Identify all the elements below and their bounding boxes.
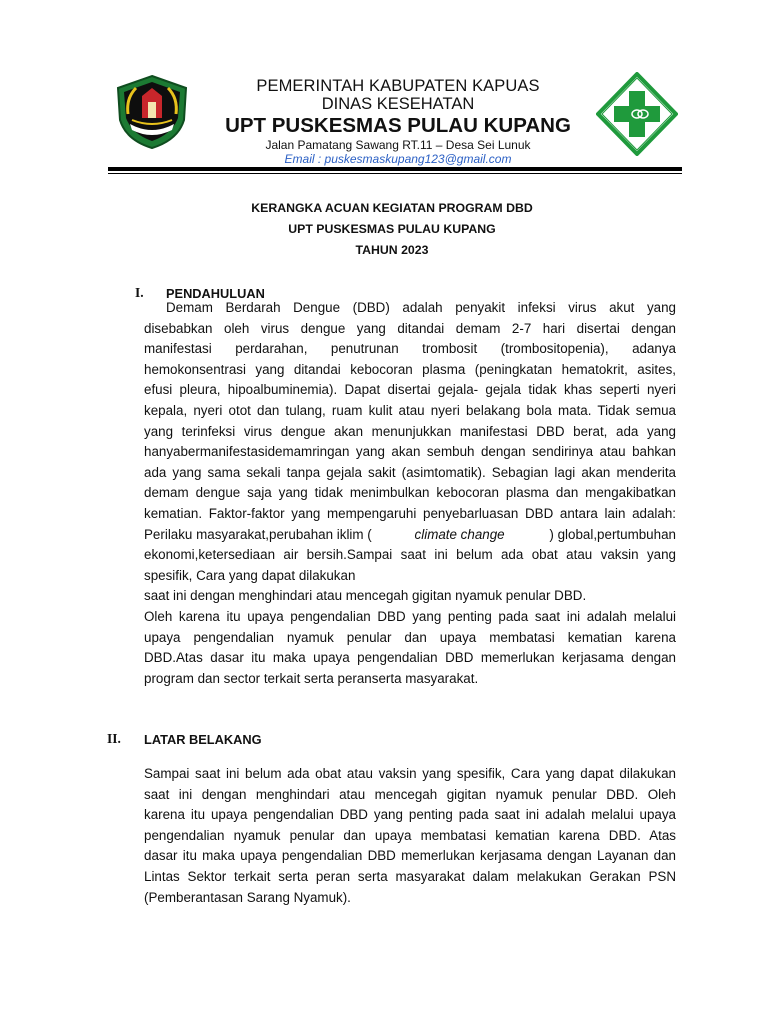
section-paragraph [144, 298, 676, 689]
paragraph-line: Sampai saat ini belum ada obat atau vaksin yang spesifik, Cara yang dapat dilakukan [144, 766, 676, 781]
paragraph-line: program dan sector terkait serta peranserta masyarakat. [144, 670, 479, 686]
paragraph-line: hemokonsentrasi yang ditandai kebocoran plasma (peningkatan hematokrit, asites, [144, 361, 676, 377]
italic-term: climate change [414, 526, 505, 542]
section-heading: PENDAHULUAN [166, 286, 265, 301]
letterhead-email: Email : puskesmaskupang123@gmail.com [284, 152, 512, 166]
paragraph-line: kepala, nyeri otot dan tulang, ruam kulit atau nyeri belakang bola mata. Tidak semua [144, 402, 676, 418]
letterhead-address: Jalan Pamatang Sawang RT.11 – Desa Sei Lunuk [265, 138, 531, 152]
section-number: I. [135, 285, 144, 300]
line-segment: ) global,pertumbuhan [549, 526, 676, 542]
paragraph-line [144, 525, 676, 546]
section-heading: LATAR BELAKANG [144, 732, 262, 747]
paragraph-line: Lintas Sektor terkait serta peran serta masyarakat dalam melakukan Gerakan PSN [144, 868, 676, 884]
letterhead [190, 77, 606, 166]
letterhead-government: PEMERINTAH KABUPATEN KAPUAS [256, 77, 540, 95]
paragraph-line: saat ini dengan menghindari atau mencegah gigitan nyamuk penular DBD. Oleh [144, 786, 676, 802]
paragraph-line: dasar itu maka upaya pengendalian DBD memerlukan kerjasama dengan Layanan dan [144, 848, 676, 864]
paragraph-line: ada yang sama sekali tanpa gejala sakit (asimtomatik). Sebagian lagi akan menderita [144, 464, 676, 480]
paragraph-line: disebabkan oleh virus dengue yang ditandai demam 2-7 hari disertai dengan [144, 320, 676, 336]
paragraph-line: karena itu upaya pengendalian DBD yang penting pada saat ini adalah melalui upaya [144, 807, 676, 823]
paragraph-line: hanyabermanifestasidemamringan yang akan sembuh dengan sendirinya atau bahkan [144, 444, 676, 460]
paragraph-line: ekonomi,ketersediaan air bersih.Sampai saat ini belum ada obat atau vaksin yang [144, 547, 676, 563]
paragraph-line: manifestasi perdarahan, penutrunan trombosit (trombositopenia), adanya [144, 341, 676, 357]
line-segment: Perilaku masyarakat,perubahan iklim ( [144, 526, 372, 542]
paragraph-line: spesifik, Cara yang dapat dilakukan [144, 567, 356, 583]
document-subtitle: UPT PUSKESMAS PULAU KUPANG [288, 222, 496, 236]
letterhead-department: DINAS KESEHATAN [321, 95, 475, 113]
paragraph-line: demam dengue saja yang tidak menimbulkan kebocoran plasma dan mengakibatkan [144, 485, 676, 501]
document-year: TAHUN 2023 [355, 243, 429, 257]
letterhead-institution: UPT PUSKESMAS PULAU KUPANG [225, 114, 571, 137]
paragraph-line: kematian. Faktor-faktor yang mempengaruhi penyebarluasan DBD antara lain adalah: [144, 505, 676, 521]
paragraph-line: Demam Berdarah Dengue (DBD) adalah penyakit infeksi virus akut yang [166, 300, 676, 315]
section-number: II. [107, 731, 121, 746]
paragraph-line: pengendalian nyamuk penular dan upaya membatasi kematian karena DBD. Atas [144, 827, 676, 843]
paragraph-line: efusi pleura, hipoalbuminemia). Dapat disertai gejala- gejala tidak khas seperti nyeri [144, 382, 676, 398]
puskesmas-cross-logo-icon [596, 72, 678, 156]
kabupaten-kapuas-emblem-icon [112, 74, 192, 150]
paragraph-line: yang terinfeksi virus dengue akan menunjukkan manifestasi DBD berat, ada yang [144, 423, 676, 439]
letterhead-divider-thick [108, 167, 682, 171]
paragraph-line: Oleh karena itu upaya pengendalian DBD yang penting pada saat ini adalah melalui [144, 608, 676, 624]
paragraph-line: DBD.Atas dasar itu maka upaya pengendalian DBD memerlukan kerjasama dengan [144, 650, 676, 666]
document-title: KERANGKA ACUAN KEGIATAN PROGRAM DBD [251, 201, 533, 215]
paragraph-line: saat ini dengan menghindari atau mencegah gigitan nyamuk penular DBD. [144, 588, 587, 604]
section-paragraph [144, 764, 676, 908]
paragraph-line: upaya pengendalian nyamuk penular dan upaya membatasi kematian karena [144, 629, 676, 645]
letterhead-divider-thin [108, 173, 682, 174]
paragraph-line: (Pemberantasan Sarang Nyamuk). [144, 889, 351, 905]
